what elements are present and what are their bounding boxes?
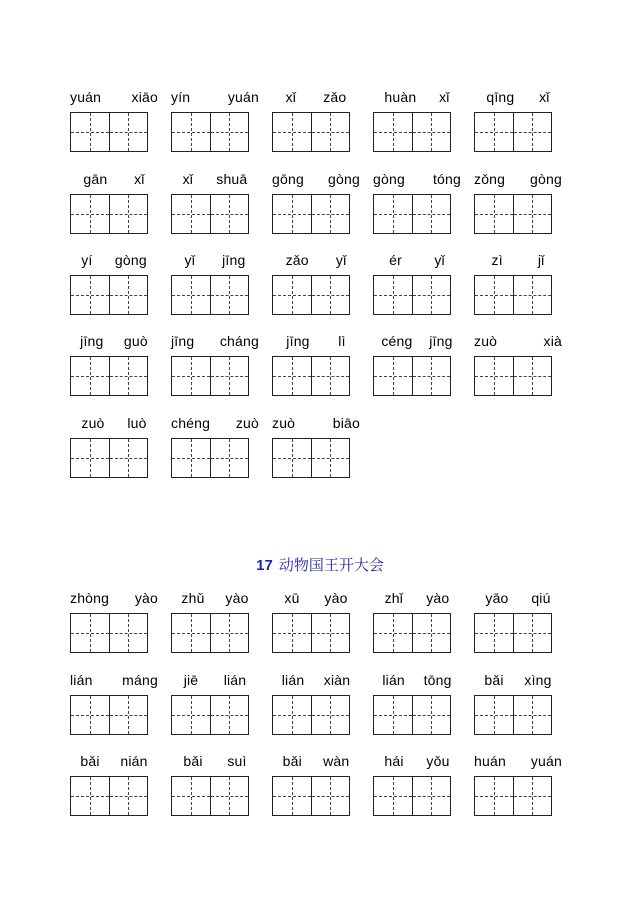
tianzige-grid[interactable] (70, 613, 148, 653)
pinyin-syllable: xiàn (323, 672, 351, 688)
pinyin-syllable: jīng (429, 333, 453, 349)
tianzige-grid[interactable] (70, 776, 148, 816)
pinyin-pair (367, 671, 467, 689)
pinyin-syllable: hái (384, 753, 404, 769)
tianzige-cell[interactable] (71, 777, 109, 815)
tianzige-grid[interactable] (70, 695, 148, 735)
tianzige-cell[interactable] (412, 777, 451, 815)
pinyin-syllable: lì (338, 333, 346, 349)
tianzige-cell[interactable] (210, 614, 249, 652)
pinyin-syllable: guò (123, 333, 148, 349)
tianzige-grid[interactable] (272, 613, 350, 653)
tianzige-cell[interactable] (109, 777, 148, 815)
tianzige-grid[interactable] (373, 776, 451, 816)
pinyin-syllable: xū (284, 590, 300, 606)
pinyin-syllable: máng (122, 672, 158, 688)
pinyin-syllable: zǒng (474, 171, 506, 187)
pinyin-syllable: zhòng (70, 590, 110, 606)
tianzige-cell[interactable] (109, 696, 148, 734)
pinyin-syllable: zǎo (323, 89, 347, 105)
pinyin-pair (266, 752, 366, 770)
pinyin-syllable: zhǔ (181, 590, 205, 606)
tianzige-cell[interactable] (109, 614, 148, 652)
tianzige-cell[interactable] (412, 614, 451, 652)
pinyin-syllable: xǐ (539, 89, 550, 105)
lesson-name: 动物国王开大会 (278, 557, 384, 574)
word-item (373, 589, 463, 659)
pinyin-syllable: yuán (70, 89, 102, 105)
pinyin-syllable: yí (81, 252, 93, 268)
pinyin-syllable: jīng (80, 333, 104, 349)
pinyin-syllable: gòng (328, 171, 360, 187)
word-item (272, 752, 362, 822)
pinyin-syllable: lián (70, 672, 93, 688)
pinyin-syllable: gān (83, 171, 108, 187)
pinyin-pair (468, 752, 568, 770)
pinyin-syllable: yāo (485, 590, 509, 606)
pinyin-syllable: gòng (530, 171, 562, 187)
pinyin-syllable: yín (171, 89, 191, 105)
pinyin-pair (266, 671, 366, 689)
pinyin-syllable: zuò (272, 415, 296, 431)
pinyin-syllable: huàn (384, 89, 417, 105)
word-row (0, 589, 640, 659)
pinyin-syllable: shuā (216, 171, 248, 187)
pinyin-syllable: yuán (227, 89, 259, 105)
pinyin-syllable: céng (381, 333, 413, 349)
pinyin-syllable: gōng (272, 171, 304, 187)
pinyin-pair (468, 589, 568, 607)
pinyin-syllable: qiú (531, 590, 551, 606)
pinyin-syllable: jīng (286, 333, 310, 349)
pinyin-syllable: lián (223, 672, 247, 688)
tianzige-cell[interactable] (374, 777, 412, 815)
tianzige-cell[interactable] (210, 696, 249, 734)
word-row (0, 752, 640, 822)
pinyin-syllable: yào (324, 590, 348, 606)
word-item (70, 671, 160, 741)
pinyin-syllable: jiē (183, 672, 199, 688)
pinyin-syllable: gòng (373, 171, 405, 187)
word-item (373, 671, 463, 741)
pinyin-pair (367, 752, 467, 770)
tianzige-cell[interactable] (172, 614, 210, 652)
word-item (272, 671, 362, 741)
tianzige-grid[interactable] (272, 695, 350, 735)
pinyin-syllable: gòng (114, 252, 147, 268)
pinyin-syllable: yǒu (426, 753, 450, 769)
pinyin-pair (165, 589, 265, 607)
tianzige-cell[interactable] (273, 696, 311, 734)
tianzige-cell[interactable] (311, 696, 350, 734)
pinyin-syllable: yào (426, 590, 450, 606)
pinyin-syllable: nián (120, 753, 148, 769)
word-item (474, 752, 564, 822)
pinyin-syllable: zuò (235, 415, 259, 431)
pinyin-syllable: huán (474, 753, 506, 769)
pinyin-syllable: cháng (219, 333, 259, 349)
word-row (0, 671, 640, 741)
pinyin-syllable: bǎi (183, 753, 203, 769)
pinyin-syllable: zì (491, 252, 503, 268)
word-item (70, 752, 160, 822)
pinyin-pair (266, 589, 366, 607)
tianzige-grid[interactable] (171, 613, 249, 653)
tianzige-cell[interactable] (412, 696, 451, 734)
tianzige-cell[interactable] (273, 777, 311, 815)
pinyin-syllable: jīng (171, 333, 195, 349)
tianzige-grid[interactable] (272, 776, 350, 816)
word-item (171, 589, 261, 659)
pinyin-syllable: zǎo (285, 252, 309, 268)
pinyin-syllable: lián (382, 672, 405, 688)
pinyin-syllable: yǐ (335, 252, 347, 268)
pinyin-syllable: tóng (432, 171, 461, 187)
pinyin-syllable: yào (134, 590, 158, 606)
tianzige-cell[interactable] (475, 696, 513, 734)
tianzige-cell[interactable] (172, 777, 210, 815)
tianzige-grid[interactable] (373, 695, 451, 735)
tianzige-cell[interactable] (311, 614, 350, 652)
tianzige-grid[interactable] (474, 695, 552, 735)
pinyin-syllable: xiāo (131, 89, 158, 105)
word-item (474, 671, 564, 741)
tianzige-cell[interactable] (513, 696, 552, 734)
pinyin-pair (64, 752, 164, 770)
pinyin-syllable: lián (281, 672, 305, 688)
word-item (373, 752, 463, 822)
pinyin-syllable: luò (127, 415, 147, 431)
pinyin-syllable: xìng (524, 672, 552, 688)
word-item (171, 752, 261, 822)
pinyin-pair (64, 671, 164, 689)
pinyin-syllable: xià (543, 333, 562, 349)
tianzige-cell[interactable] (71, 614, 109, 652)
tianzige-cell[interactable] (513, 777, 552, 815)
tianzige-cell[interactable] (172, 696, 210, 734)
pinyin-syllable: tōng (423, 672, 452, 688)
word-item (474, 589, 564, 659)
pinyin-syllable: yǐ (434, 252, 445, 268)
pinyin-syllable: bǎi (484, 672, 504, 688)
tianzige-cell[interactable] (273, 614, 311, 652)
pinyin-syllable: zhǐ (384, 590, 404, 606)
tianzige-cell[interactable] (374, 696, 412, 734)
tianzige-cell[interactable] (475, 614, 513, 652)
tianzige-cell[interactable] (513, 614, 552, 652)
word-item (272, 589, 362, 659)
pinyin-syllable: jǐ (537, 252, 545, 268)
pinyin-syllable: xǐ (134, 171, 145, 187)
pinyin-syllable: jīng (222, 252, 246, 268)
pinyin-syllable: qīng (486, 89, 515, 105)
tianzige-grid[interactable] (373, 613, 451, 653)
pinyin-syllable: zuò (474, 333, 498, 349)
tianzige-grid[interactable] (171, 776, 249, 816)
pinyin-syllable: ér (389, 252, 403, 268)
pinyin-syllable: xǐ (285, 89, 297, 105)
tianzige-grid[interactable] (474, 776, 552, 816)
tianzige-grid[interactable] (474, 613, 552, 653)
tianzige-cell[interactable] (311, 777, 350, 815)
tianzige-grid[interactable] (171, 695, 249, 735)
pinyin-pair (367, 589, 467, 607)
tianzige-cell[interactable] (210, 777, 249, 815)
pinyin-syllable: wàn (323, 753, 350, 769)
lesson-number: 17 (256, 557, 273, 574)
pinyin-syllable: zuò (81, 415, 105, 431)
pinyin-syllable: xǐ (182, 171, 194, 187)
pinyin-syllable: suì (227, 753, 247, 769)
pinyin-syllable: bǎi (80, 753, 100, 769)
word-item (70, 589, 160, 659)
pinyin-syllable: chéng (171, 415, 211, 431)
pinyin-syllable: yuán (530, 753, 562, 769)
pinyin-syllable: biāo (332, 415, 360, 431)
pinyin-pair (468, 671, 568, 689)
pinyin-syllable: yào (225, 590, 249, 606)
pinyin-pair (64, 589, 164, 607)
word-item (171, 671, 261, 741)
pinyin-syllable: yǐ (184, 252, 196, 268)
pinyin-pair (165, 671, 265, 689)
tianzige-cell[interactable] (71, 696, 109, 734)
tianzige-cell[interactable] (475, 777, 513, 815)
pinyin-syllable: xǐ (439, 89, 450, 105)
tianzige-cell[interactable] (374, 614, 412, 652)
pinyin-syllable: bǎi (282, 753, 302, 769)
pinyin-pair (165, 752, 265, 770)
